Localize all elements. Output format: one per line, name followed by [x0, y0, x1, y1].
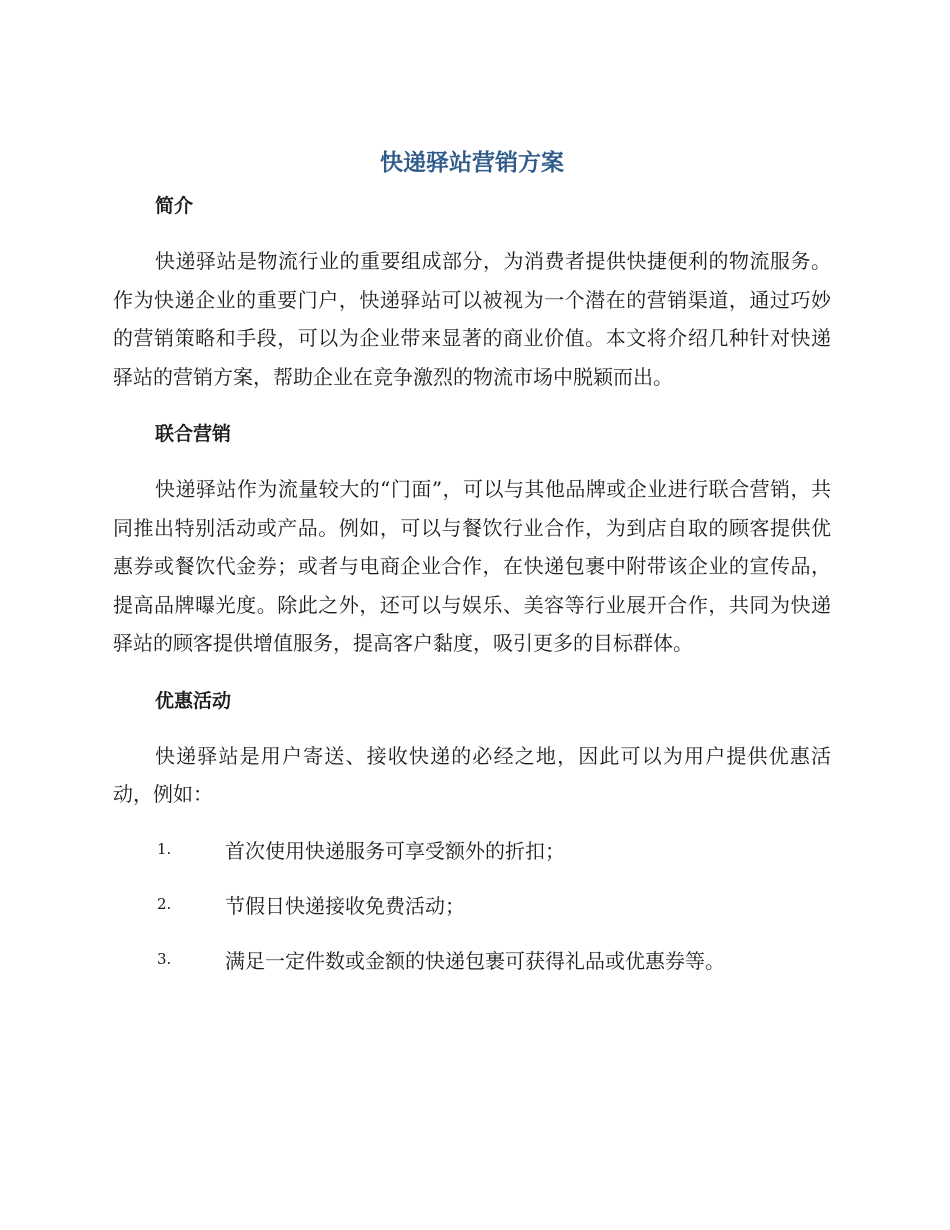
list-item-text: 节假日快递接收免费活动； — [225, 893, 465, 918]
intro-paragraph: 快递驿站是物流行业的重要组成部分，为消费者提供快捷便利的物流服务。作为快递企业的重要门户，快递驿站可以被视为一个潜在的营销渠道，通过巧妙的营销策略和手段，可以为企业带来显著的商业价值。本文将介绍几种针对快递驿站的营销方案，帮助企业在竞争激烈的物流市场中脱颖而出。 — [113, 249, 831, 389]
section-heading-joint-marketing: 联合营销 — [155, 423, 232, 445]
document-title: 快递驿站营销方案 — [380, 150, 564, 176]
list-item — [113, 932, 831, 987]
promotions-list — [113, 822, 831, 987]
list-item-text: 首次使用快递服务可享受额外的折扣； — [225, 838, 565, 863]
document-page — [113, 140, 831, 987]
list-item-number: 1. — [157, 840, 172, 858]
section-heading-promotions: 优惠活动 — [155, 689, 232, 712]
promotions-paragraph: 快递驿站是用户寄送、接收快递的必经之地，因此可以为用户提供优惠活动，例如： — [113, 743, 831, 806]
list-item-number: 3. — [157, 950, 172, 968]
list-item — [113, 822, 831, 877]
section-heading-intro: 简介 — [155, 195, 194, 217]
list-item-number: 2. — [157, 895, 172, 913]
list-item — [113, 877, 831, 932]
list-item-text: 满足一定件数或金额的快递包裹可获得礼品或优惠券等。 — [225, 948, 725, 973]
joint-marketing-paragraph: 快递驿站作为流量较大的“门面”，可以与其他品牌或企业进行联合营销，共同推出特别活动或产品。例如，可以与餐饮行业合作，为到店自取的顾客提供优惠券或餐饮代金券；或者与电商企业合作，在快递包裹中附带该企业的宣传品，提高品牌曝光度。除此之外，还可以与娱乐、美容等行业展开合作，共同为快递驿站的顾客提供增值服务，提高客户黏度，吸引更多的目标群体。 — [113, 477, 831, 655]
